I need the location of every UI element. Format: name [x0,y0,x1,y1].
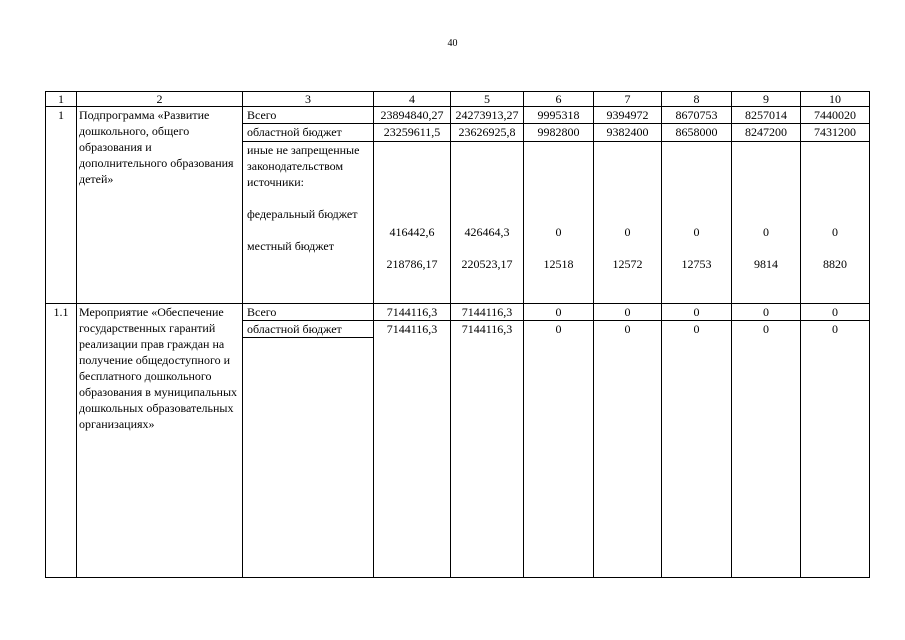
value-cell: 0 [524,304,594,321]
local-value: 12572 [612,256,643,271]
value-cell: 8670753 [662,107,732,124]
federal-value: 426464,3 [464,224,510,239]
value-cell: 0 [524,321,594,578]
value-cell: 7431200 [801,124,870,141]
value-stack [374,141,451,303]
table-row [46,304,870,321]
funding-source-group [243,141,374,303]
value-cell: 7144116,3 [451,304,524,321]
value-cell: 0 [801,304,870,321]
local-value: 12753 [681,256,712,271]
page-number: 40 [447,38,458,49]
program-name: Подпрограмма «Развитие дошкольного, общего образования и дополнительного образования детей» [77,107,243,304]
federal-budget-label: федеральный бюджет [247,206,358,221]
value-cell: 7144116,3 [374,321,451,578]
funding-source: Всего [243,107,374,124]
value-cell: 23894840,27 [374,107,451,124]
value-cell: 7440020 [801,107,870,124]
table-row [46,107,870,124]
value-stack [594,141,662,303]
value-stack [524,141,594,303]
value-cell: 0 [732,304,801,321]
value-stack [801,141,870,303]
federal-value: 0 [763,224,769,239]
value-cell: 8247200 [732,124,801,141]
value-cell: 24273913,27 [451,107,524,124]
row-number: 1.1 [46,304,77,578]
value-cell: 8257014 [732,107,801,124]
col-header: 8 [662,92,732,107]
activity-name: Мероприятие «Обеспечение государственных гарантий реализации прав граждан на получение общедоступного и бесплатного дошкольного образования в муниципальных дошкольных образовательных организациях» [77,304,243,578]
local-budget-label: местный бюджет [247,238,334,253]
value-cell: 0 [801,321,870,578]
funding-source: областной бюджет [243,124,374,141]
value-cell: 9394972 [594,107,662,124]
col-header: 4 [374,92,451,107]
value-stack [662,141,732,303]
local-value: 9814 [754,256,778,271]
funding-source: областной бюджет [243,321,374,338]
local-value: 12518 [543,256,574,271]
col-header: 5 [451,92,524,107]
col-header: 1 [46,92,77,107]
value-cell: 0 [732,321,801,578]
value-cell: 0 [594,321,662,578]
value-cell: 7144116,3 [451,321,524,578]
value-cell: 9995318 [524,107,594,124]
federal-value: 0 [832,224,838,239]
col-header: 10 [801,92,870,107]
col-header: 9 [732,92,801,107]
value-cell: 0 [594,304,662,321]
value-cell: 8658000 [662,124,732,141]
value-cell: 9982800 [524,124,594,141]
federal-value: 0 [624,224,631,239]
col-header: 7 [594,92,662,107]
col-header: 3 [243,92,374,107]
empty-cell [243,338,374,578]
value-cell: 0 [662,304,732,321]
local-value: 220523,17 [461,256,513,271]
federal-value: 0 [555,224,562,239]
value-stack [732,141,801,303]
federal-value: 416442,6 [389,224,435,239]
column-number-row [46,92,870,107]
col-header: 6 [524,92,594,107]
other-sources-label: иные не запрещенные законодательством источники: [247,142,360,189]
value-cell: 23626925,8 [451,124,524,141]
value-cell: 23259611,5 [374,124,451,141]
value-cell: 9382400 [594,124,662,141]
value-stack [451,141,524,303]
local-value: 218786,17 [386,256,438,271]
local-value: 8820 [823,256,847,271]
value-cell: 7144116,3 [374,304,451,321]
budget-table [45,91,870,578]
value-cell: 0 [662,321,732,578]
federal-value: 0 [693,224,700,239]
row-number: 1 [46,107,77,304]
col-header: 2 [77,92,243,107]
funding-source: Всего [243,304,374,321]
